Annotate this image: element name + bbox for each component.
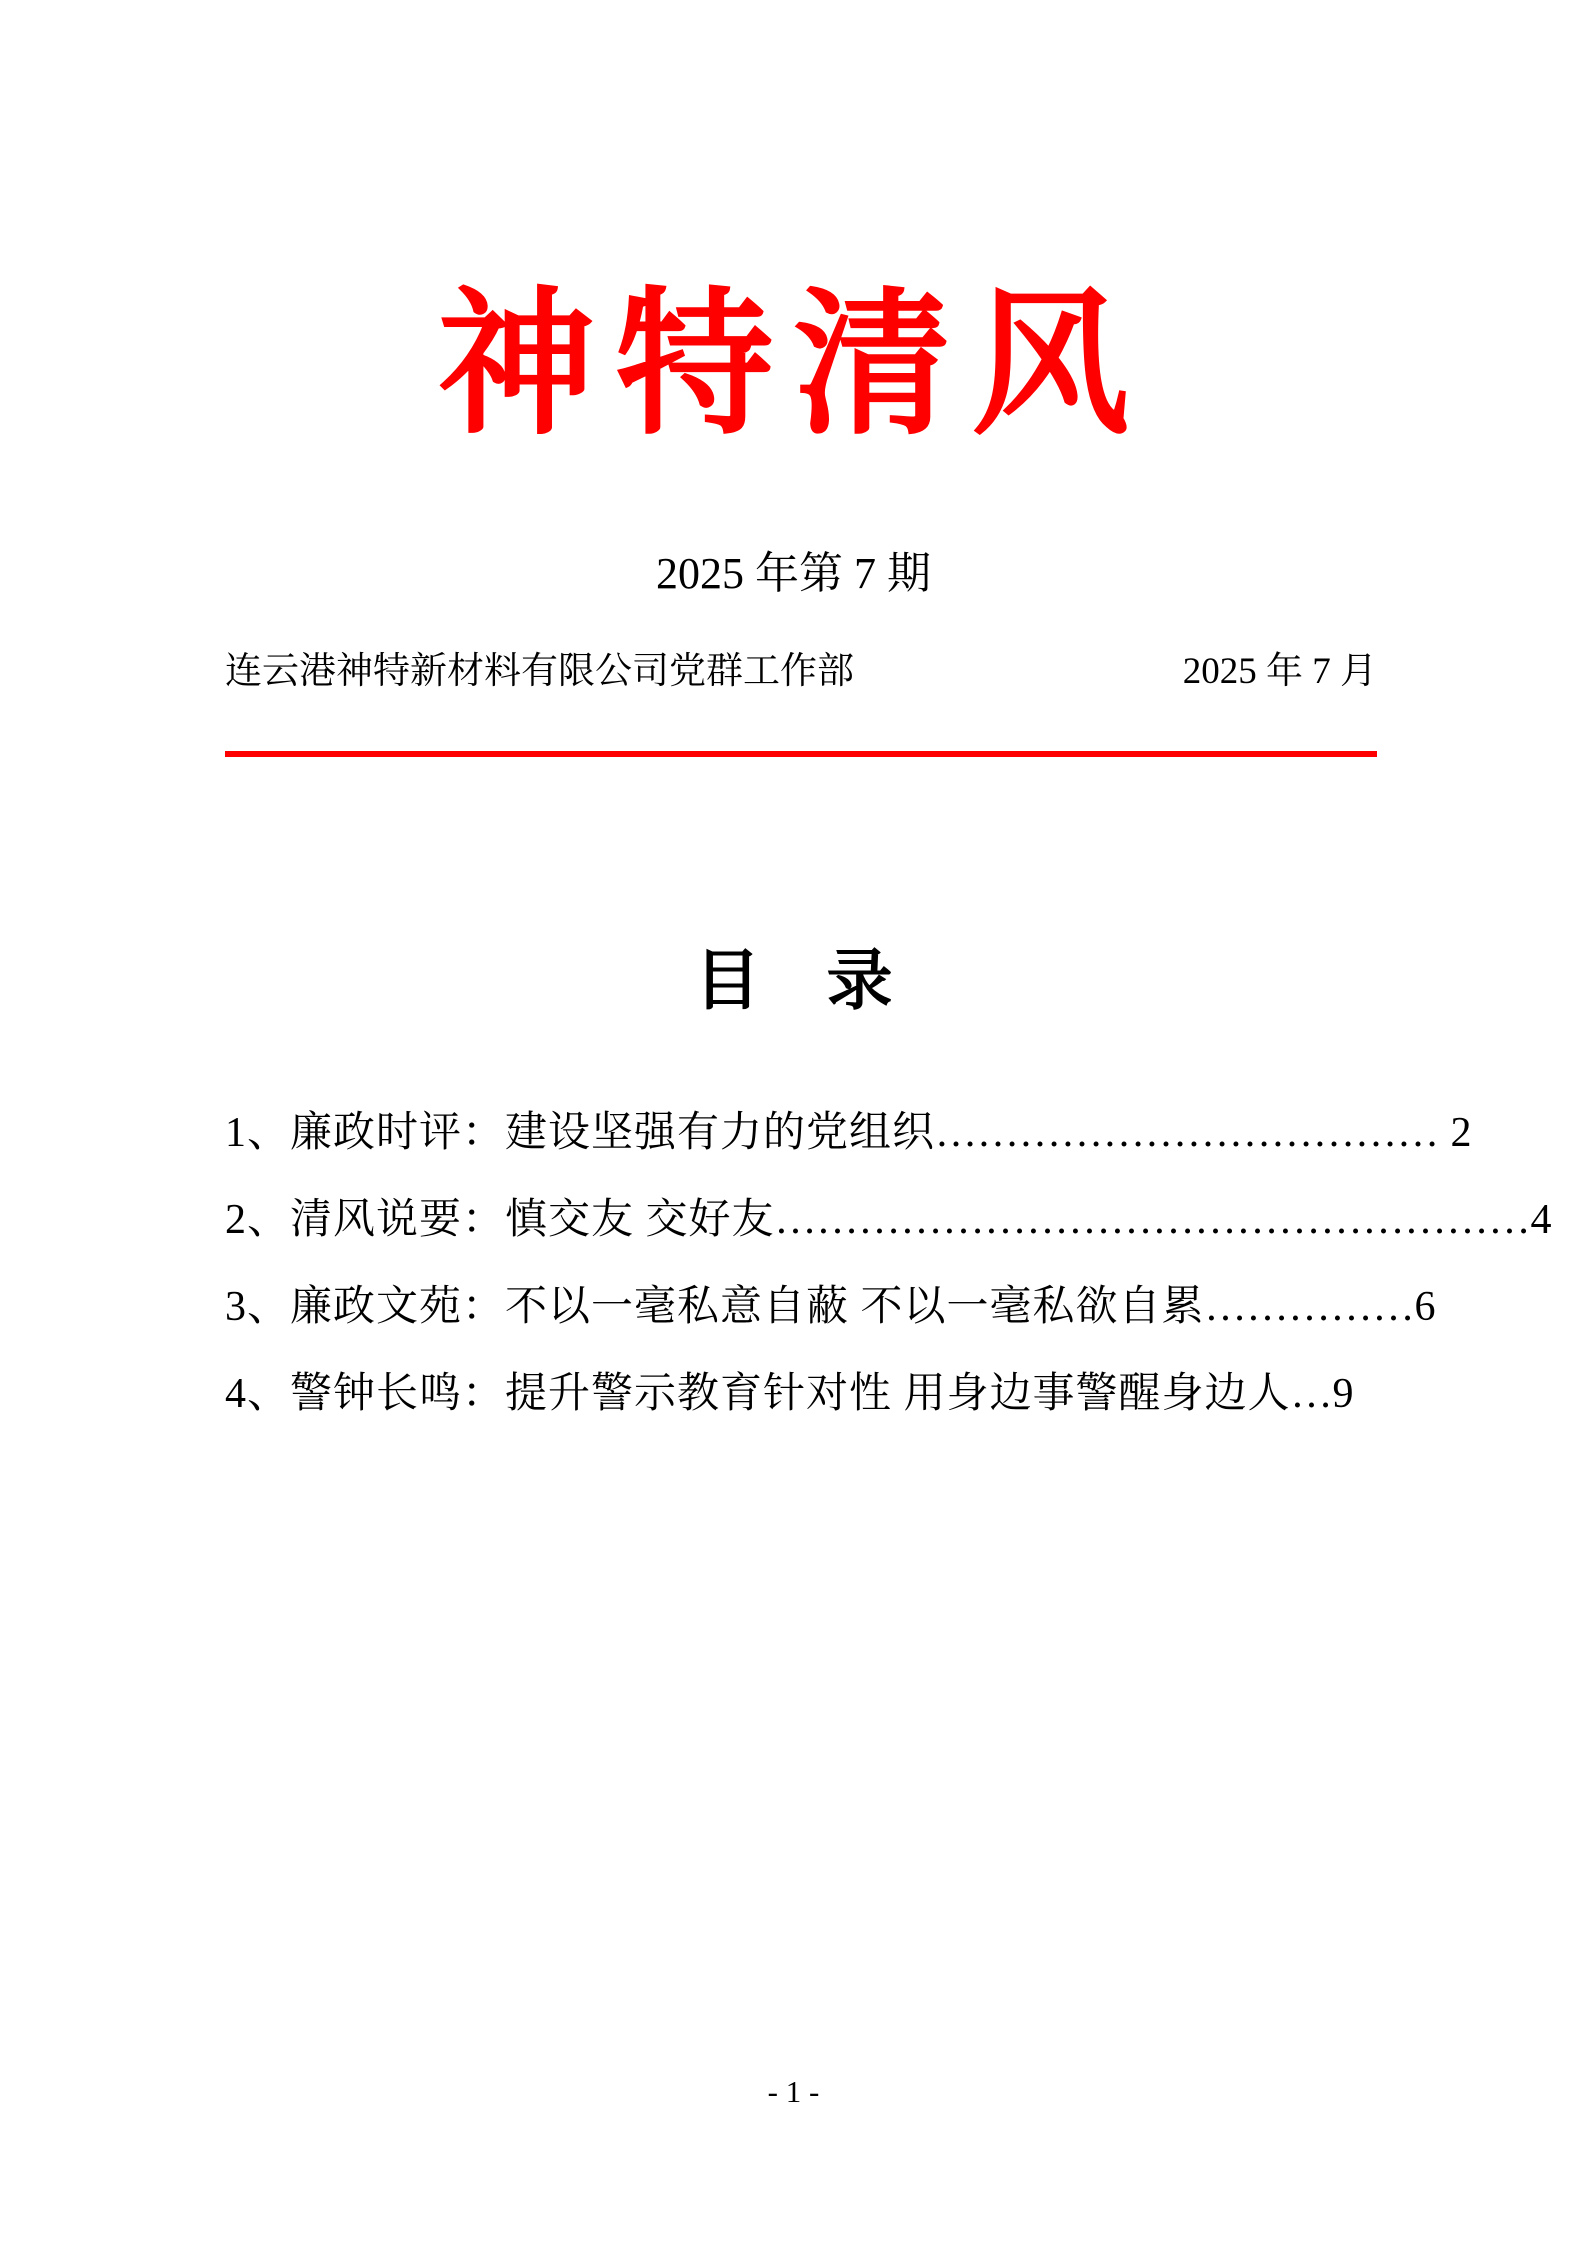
table-of-contents: [225, 1090, 1553, 1438]
toc-heading: 目 录: [694, 945, 893, 1018]
toc-item-leader: ………………………………: [935, 1110, 1440, 1156]
toc-item-leader: ………………………………………………: [774, 1197, 1531, 1243]
toc-item: [225, 1177, 1553, 1264]
toc-item: [225, 1090, 1473, 1177]
page-number-footer: - 1 -: [767, 2074, 820, 2109]
publication-info-row: [225, 648, 1377, 696]
toc-item-page: 4: [1530, 1197, 1553, 1243]
toc-item-label: 3、廉政文苑：不以一毫私意自蔽 不以一毫私欲自累: [225, 1284, 1205, 1330]
toc-item: [225, 1351, 1405, 1438]
toc-item-label: 2、清风说要：慎交友 交好友: [225, 1197, 775, 1243]
masthead-title: 神特清风: [437, 279, 1150, 454]
toc-item-leader: ……………: [1204, 1284, 1415, 1330]
toc-item-leader: …: [1290, 1371, 1333, 1417]
toc-item-page: 2: [1439, 1110, 1473, 1156]
toc-item-page: 9: [1332, 1371, 1355, 1417]
publication-date: 2025 年 7 月: [1182, 651, 1377, 692]
toc-item: [225, 1264, 1437, 1351]
issue-number: 2025 年第 7 期: [656, 549, 931, 598]
toc-item-page: 6: [1414, 1284, 1437, 1330]
toc-item-label: 4、警钟长鸣：提升警示教育针对性 用身边事警醒身边人: [225, 1371, 1291, 1417]
red-divider-rule: [225, 751, 1377, 757]
publisher-name: 连云港神特新材料有限公司党群工作部: [225, 651, 854, 692]
toc-item-label: 1、廉政时评：建设坚强有力的党组织: [225, 1110, 936, 1156]
